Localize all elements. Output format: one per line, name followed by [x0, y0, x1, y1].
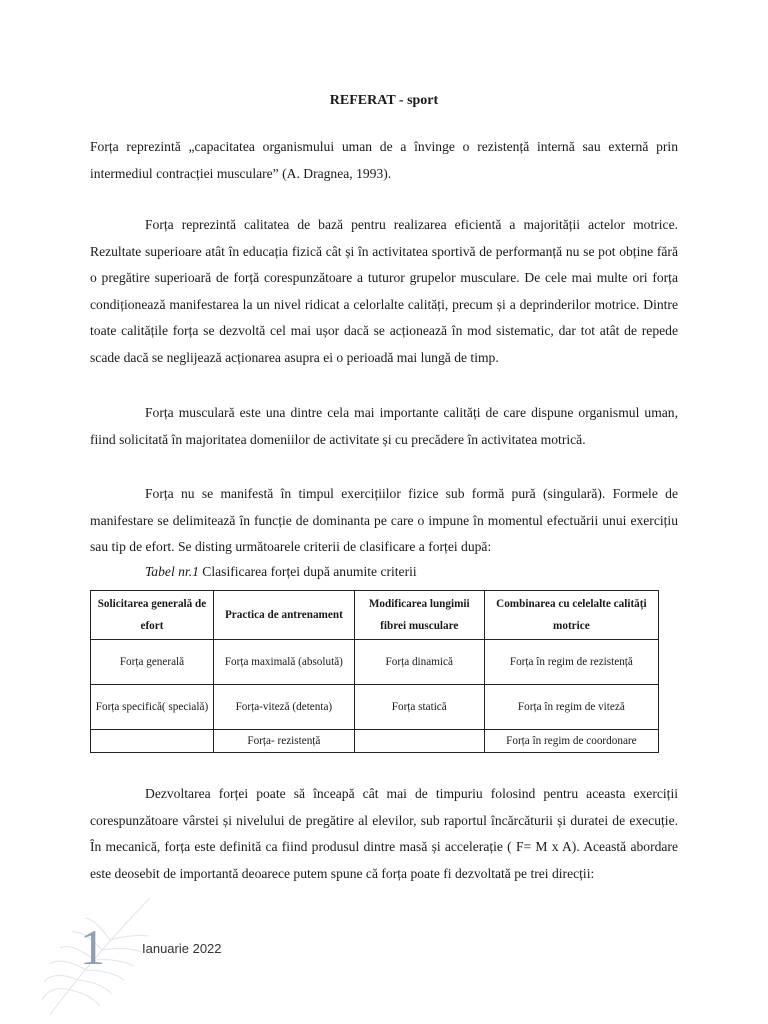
table-row — [91, 685, 659, 730]
table-cell: Forța maximală (absolută) — [213, 640, 354, 685]
table-cell: Forța- rezistență — [213, 730, 354, 753]
table-cell: Forța în regim de rezistență — [484, 640, 658, 685]
table-caption-text: Clasificarea forței după anumite criterii — [198, 564, 417, 579]
table-cell — [91, 730, 214, 753]
table-header-cell: Solicitarea generală de efort — [91, 591, 214, 640]
table-row — [91, 640, 659, 685]
paragraph-forms — [90, 481, 678, 561]
paragraph-muscular-strength — [90, 400, 678, 453]
table-cell: Forța generală — [91, 640, 214, 685]
page-number: 1 — [80, 919, 105, 975]
paragraph-development — [90, 781, 678, 887]
paragraph-text: Forța nu se manifestă în timpul exercițiilor fizice sub formă pură (singulară). Formele de manifestare se delimitează în funcție de dominanta pe care o impune în momentul efectuării unui exercițiu sau tip de efort. Se disting următoarele criterii de clasificare a forței după: — [90, 486, 678, 554]
table-header-cell: Combinarea cu celelalte calități motrice — [484, 591, 658, 640]
footer-date: Ianuarie 2022 — [142, 941, 222, 956]
table-cell: Forța dinamică — [354, 640, 484, 685]
paragraph-importance — [90, 212, 678, 371]
table-cell: Forța în regim de coordonare — [484, 730, 658, 753]
table-header-cell: Modificarea lungimii fibrei musculare — [354, 591, 484, 640]
table-header-cell: Practica de antrenament — [213, 591, 354, 640]
document-title: REFERAT - sport — [329, 93, 439, 108]
paragraph-text: Forța reprezintă calitatea de bază pentru realizarea eficientă a majorității actelor motrice. Rezultate superioare atât în educația fizică cât și în activitatea sportivă de performanță nu se pot obține fără o pregătire superioară de forță corespunzătoare a tuturor grupelor musculare. De cele mai multe ori forța condiționează manifestarea la un nivel ridicat a celorlalte calități, precum și a deprinderilor motrice. Dintre toate calitățile forța se dezvoltă cel mai ușor dacă se acționează în mod sistematic, dar tot atât de repede scade dacă se neglijează acționarea asupra ei o perioadă mai lungă de timp. — [90, 217, 678, 365]
table-cell: Forța specifică( specială) — [91, 685, 214, 730]
table-cell: Forța statică — [354, 685, 484, 730]
table-header-row — [91, 591, 659, 640]
table-caption — [145, 564, 417, 580]
table-caption-label: Tabel nr.1 — [145, 564, 199, 579]
paragraph-text: Forța musculară este una dintre cela mai importante calități de care dispune organismul uman, fiind solicitată în majoritatea domeniilor de activitate și cu precădere în activitatea motrică. — [90, 405, 678, 447]
paragraph-text: Forța reprezintă „capacitatea organismului uman de a învinge o rezistență internă sau externă prin intermediul contracției musculare” (A. Dragnea, 1993). — [90, 139, 678, 181]
paragraph-definition — [90, 134, 678, 187]
table-row — [91, 730, 659, 753]
classification-table — [90, 590, 659, 753]
table-cell: Forța în regim de viteză — [484, 685, 658, 730]
table-cell: Forța-viteză (detenta) — [213, 685, 354, 730]
paragraph-text: Dezvoltarea forței poate să înceapă cât mai de timpuriu folosind pentru aceasta exerciții corespunzătoare vârstei și nivelului de pregătire al elevilor, sub raportul încărcăturii și duratei de execuție. În mecanică, forța este definită ca fiind produsul dintre masă și accelerație ( F= M x A). Această abordare este deosebit de importantă deoarece putem spune că forța poate fi dezvoltată pe trei direcții: — [90, 786, 678, 881]
table-cell — [354, 730, 484, 753]
